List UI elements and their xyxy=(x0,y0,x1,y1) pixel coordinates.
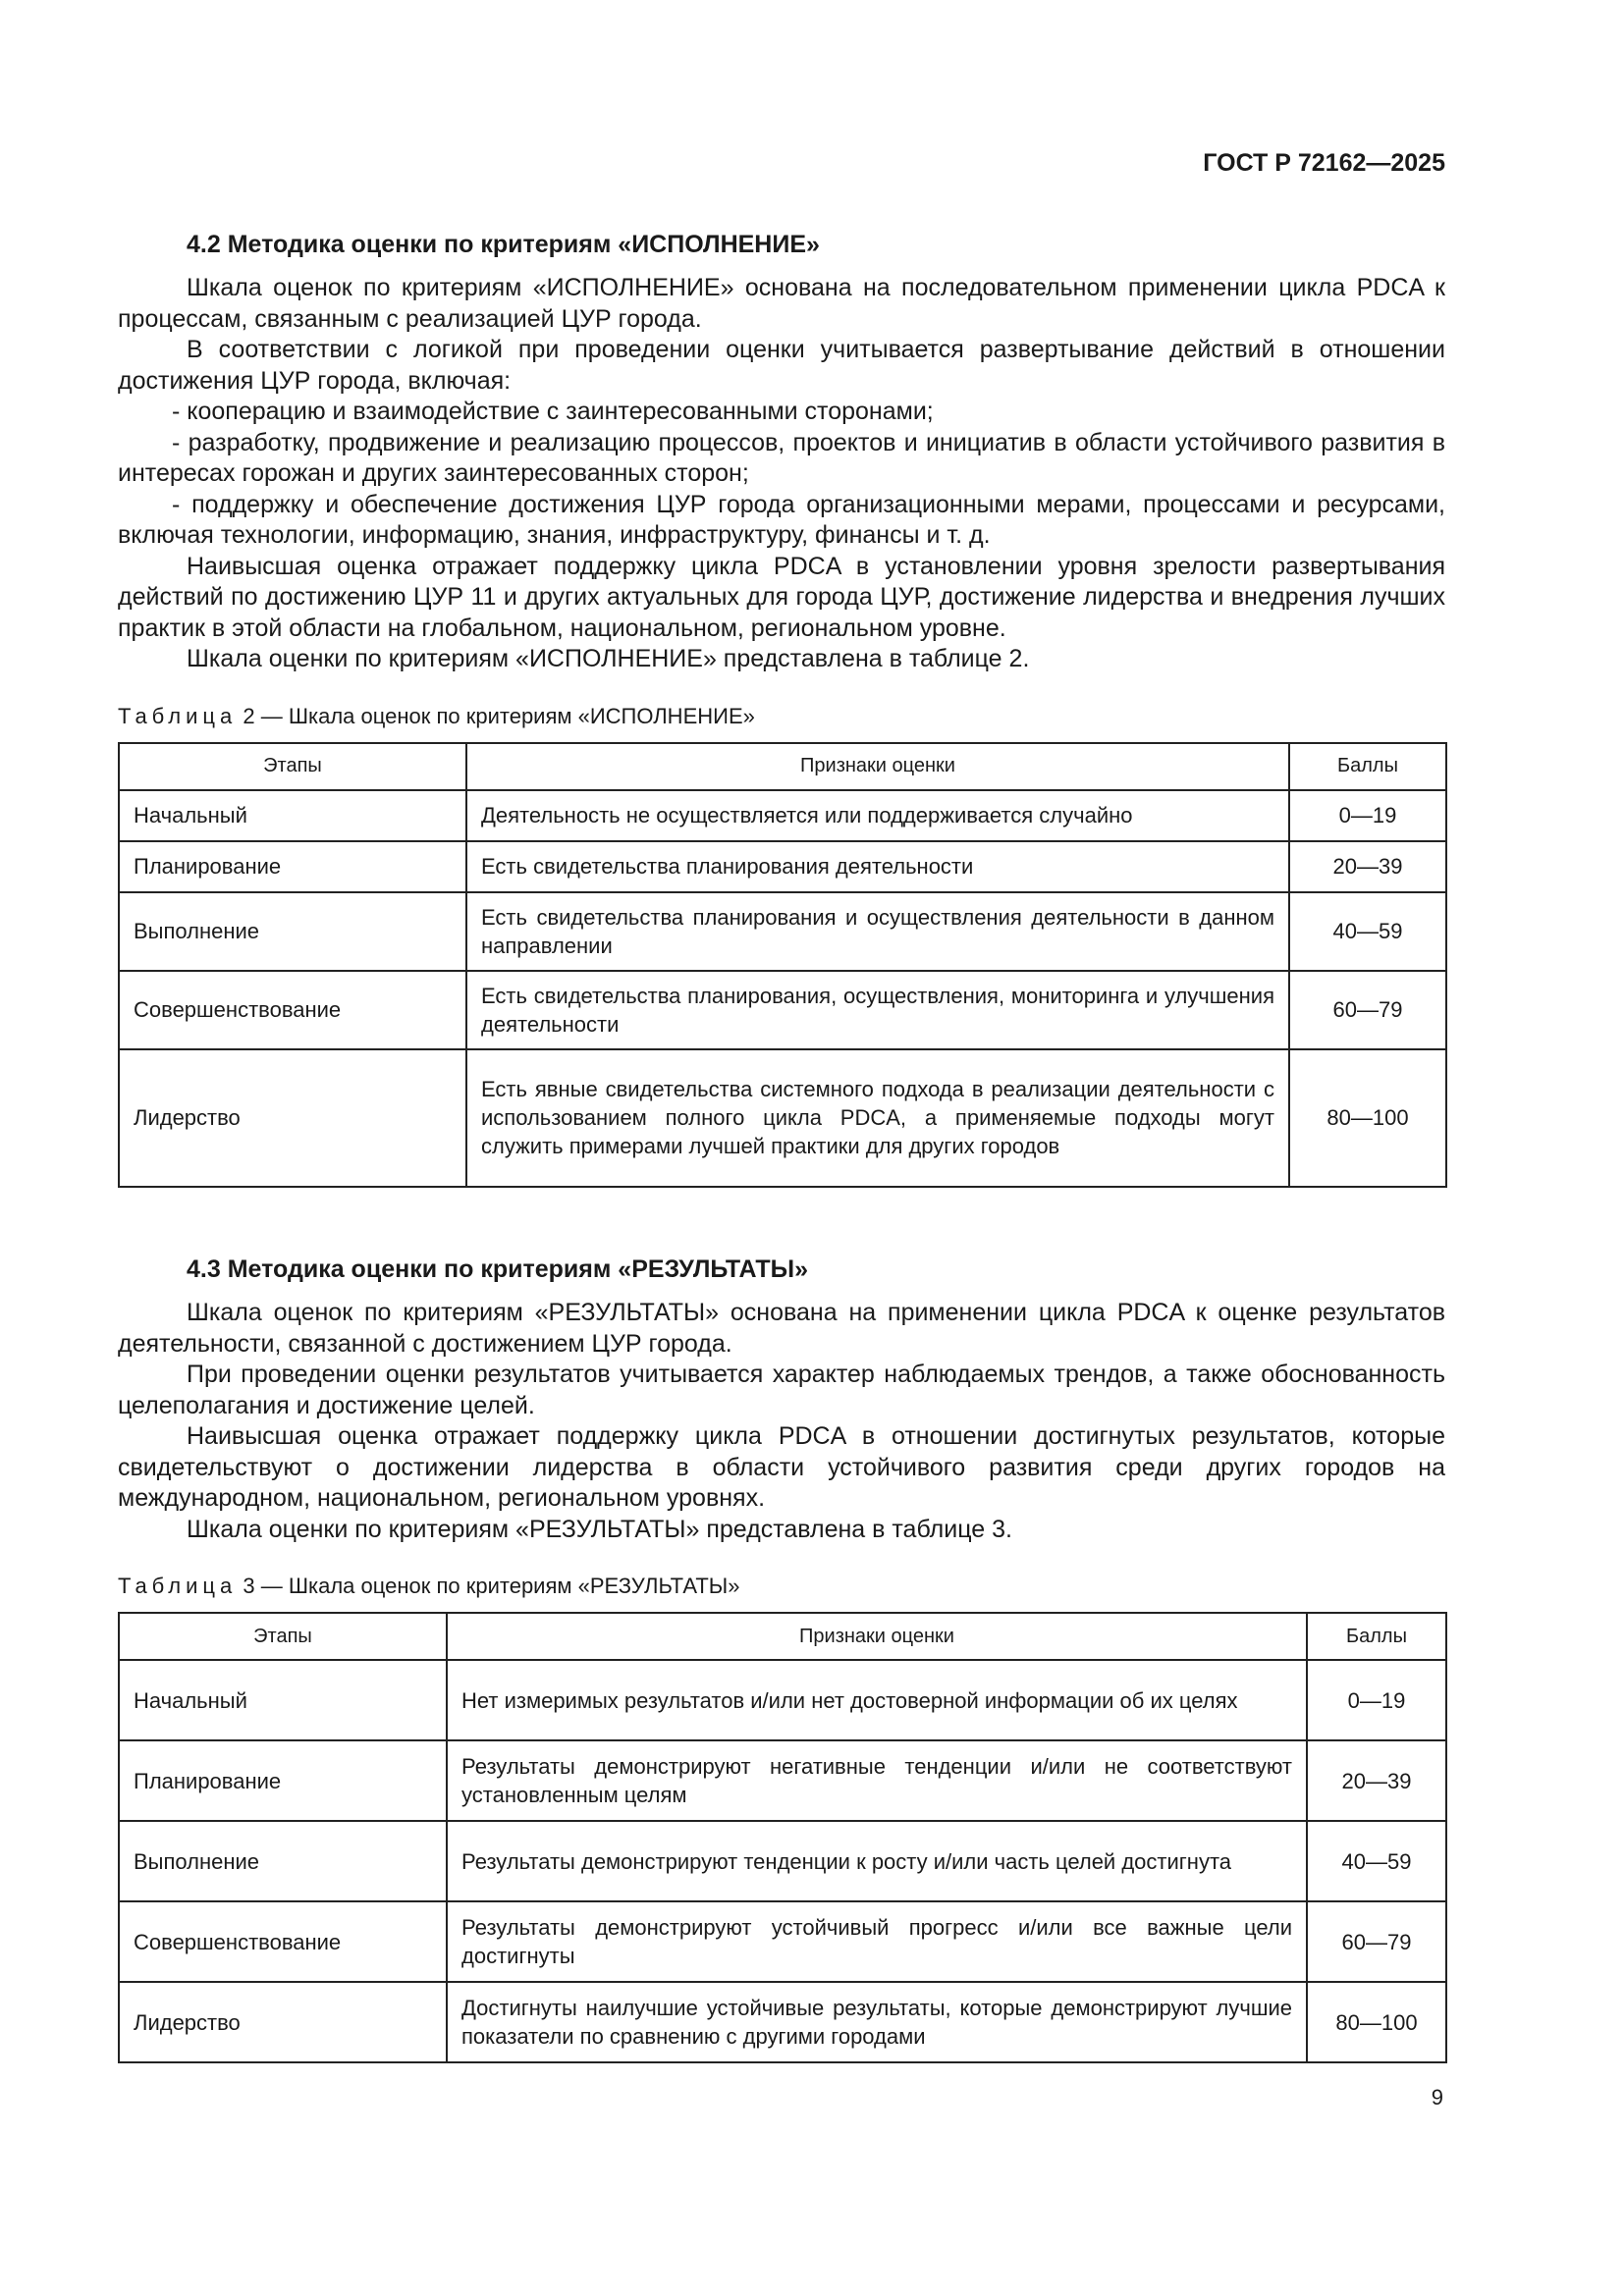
stage-cell: Совершенствование xyxy=(119,971,466,1049)
list-item: - поддержку и обеспечение достижения ЦУР города организационными мерами, процессами и ресурсами, включая технологии, информацию, знания, инфраструктуру, финансы и т. д. xyxy=(118,490,1445,549)
sign-cell: Результаты демонстрируют устойчивый прогресс и/или все важные цели достигнуты xyxy=(447,1901,1307,1982)
paragraph: При проведении оценки результатов учитывается характер наблюдаемых трендов, а также обоснованность целеполагания и достижение целей. xyxy=(118,1361,1445,1419)
score-cell: 40—59 xyxy=(1307,1821,1446,1901)
table-caption-label: Таблица xyxy=(118,703,238,728)
sign-cell: Достигнуты наилучшие устойчивые результаты, которые демонстрируют лучшие показатели по сравнению с другими городами xyxy=(447,1982,1307,2062)
table-row xyxy=(119,971,1446,1049)
table-2 xyxy=(118,742,1447,1188)
paragraph: В соответствии с логикой при проведении оценки учитывается развертывание действий в отношении достижения ЦУР города, включая: xyxy=(118,336,1445,395)
sign-cell: Есть явные свидетельства системного подхода в реализации деятельности с использованием полного цикла PDCA, а применяемые подходы могут служить примерами лучшей практики для других городов xyxy=(466,1049,1289,1187)
table-caption-text: 3 — Шкала оценок по критериям «РЕЗУЛЬТАТЫ» xyxy=(237,1574,740,1598)
column-header: Баллы xyxy=(1307,1613,1446,1660)
table-caption xyxy=(118,1573,1445,1600)
stage-cell: Планирование xyxy=(119,1740,447,1821)
stage-cell: Выполнение xyxy=(119,1821,447,1901)
column-header: Этапы xyxy=(119,1613,447,1660)
score-cell: 80—100 xyxy=(1307,1982,1446,2062)
table-header-row xyxy=(119,1613,1446,1660)
sign-cell: Результаты демонстрируют тенденции к росту и/или часть целей достигнута xyxy=(447,1821,1307,1901)
stage-cell: Планирование xyxy=(119,841,466,892)
sign-cell: Есть свидетельства планирования деятельности xyxy=(466,841,1289,892)
sign-cell: Есть свидетельства планирования и осуществления деятельности в данном направлении xyxy=(466,892,1289,971)
paragraph: Шкала оценки по критериям «ИСПОЛНЕНИЕ» представлена в таблице 2. xyxy=(187,645,1030,672)
score-cell: 20—39 xyxy=(1289,841,1446,892)
stage-cell: Выполнение xyxy=(119,892,466,971)
table-3 xyxy=(118,1612,1447,2063)
page-number: 9 xyxy=(1431,2085,1443,2109)
table-row xyxy=(119,1982,1446,2062)
column-header: Признаки оценки xyxy=(466,743,1289,790)
table-row xyxy=(119,892,1446,971)
table-row xyxy=(119,1740,1446,1821)
table-row xyxy=(119,1049,1446,1187)
sign-cell: Результаты демонстрируют негативные тенденции и/или не соответствуют установленным целям xyxy=(447,1740,1307,1821)
score-cell: 80—100 xyxy=(1289,1049,1446,1187)
sign-cell: Нет измеримых результатов и/или нет достоверной информации об их целях xyxy=(447,1660,1307,1740)
section-4-2 xyxy=(118,228,1445,1188)
table-row xyxy=(119,1660,1446,1740)
section-4-3 xyxy=(118,1253,1445,2063)
stage-cell: Начальный xyxy=(119,1660,447,1740)
table-header-row xyxy=(119,743,1446,790)
list-item: - разработку, продвижение и реализацию процессов, проектов и инициатив в области устойчивого развития в интересах горожан и других заинтересованных сторон; xyxy=(118,428,1445,487)
document-code: ГОСТ Р 72162—2025 xyxy=(1203,149,1445,177)
paragraph: Шкала оценок по критериям «РЕЗУЛЬТАТЫ» основана на применении цикла PDCA к оценке результатов деятельности, связанной с достижением ЦУР города. xyxy=(118,1299,1445,1358)
column-header: Этапы xyxy=(119,743,466,790)
score-cell: 0—19 xyxy=(1307,1660,1446,1740)
column-header: Признаки оценки xyxy=(447,1613,1307,1660)
sign-cell: Деятельность не осуществляется или поддерживается случайно xyxy=(466,790,1289,841)
table-row xyxy=(119,841,1446,892)
list-item: - кооперацию и взаимодействие с заинтересованными сторонами; xyxy=(172,398,934,425)
table-row xyxy=(119,1821,1446,1901)
score-cell: 60—79 xyxy=(1289,971,1446,1049)
score-cell: 40—59 xyxy=(1289,892,1446,971)
paragraph: Шкала оценок по критериям «ИСПОЛНЕНИЕ» основана на последовательном применении цикла PDCA к процессам, связанным с реализацией ЦУР города. xyxy=(118,274,1445,333)
section-heading: 4.3 Методика оценки по критериям «РЕЗУЛЬТАТЫ» xyxy=(187,1255,809,1283)
score-cell: 20—39 xyxy=(1307,1740,1446,1821)
table-row xyxy=(119,1901,1446,1982)
table-caption xyxy=(118,703,1445,730)
column-header: Баллы xyxy=(1289,743,1446,790)
stage-cell: Совершенствование xyxy=(119,1901,447,1982)
score-cell: 0—19 xyxy=(1289,790,1446,841)
section-heading: 4.2 Методика оценки по критериям «ИСПОЛНЕНИЕ» xyxy=(187,231,820,258)
sign-cell: Есть свидетельства планирования, осуществления, мониторинга и улучшения деятельности xyxy=(466,971,1289,1049)
score-cell: 60—79 xyxy=(1307,1901,1446,1982)
table-row xyxy=(119,790,1446,841)
paragraph: Наивысшая оценка отражает поддержку цикла PDCA в установлении уровня зрелости развертывания действий по достижению ЦУР 11 и других актуальных для города ЦУР, достижение лидерства и внедрения лучших практик в этой области на глобальном, национальном, региональном уровне. xyxy=(118,552,1445,642)
table-caption-text: 2 — Шкала оценок по критериям «ИСПОЛНЕНИЕ» xyxy=(237,703,755,728)
stage-cell: Лидерство xyxy=(119,1049,466,1187)
paragraph: Шкала оценки по критериям «РЕЗУЛЬТАТЫ» представлена в таблице 3. xyxy=(187,1515,1012,1543)
table-caption-label: Таблица xyxy=(118,1574,238,1598)
paragraph: Наивысшая оценка отражает поддержку цикла PDCA в отношении достигнутых результатов, которые свидетельствуют о достижении лидерства в области устойчивого развития среди других городов на международном, национальном, региональном уровнях. xyxy=(118,1422,1445,1512)
stage-cell: Лидерство xyxy=(119,1982,447,2062)
stage-cell: Начальный xyxy=(119,790,466,841)
